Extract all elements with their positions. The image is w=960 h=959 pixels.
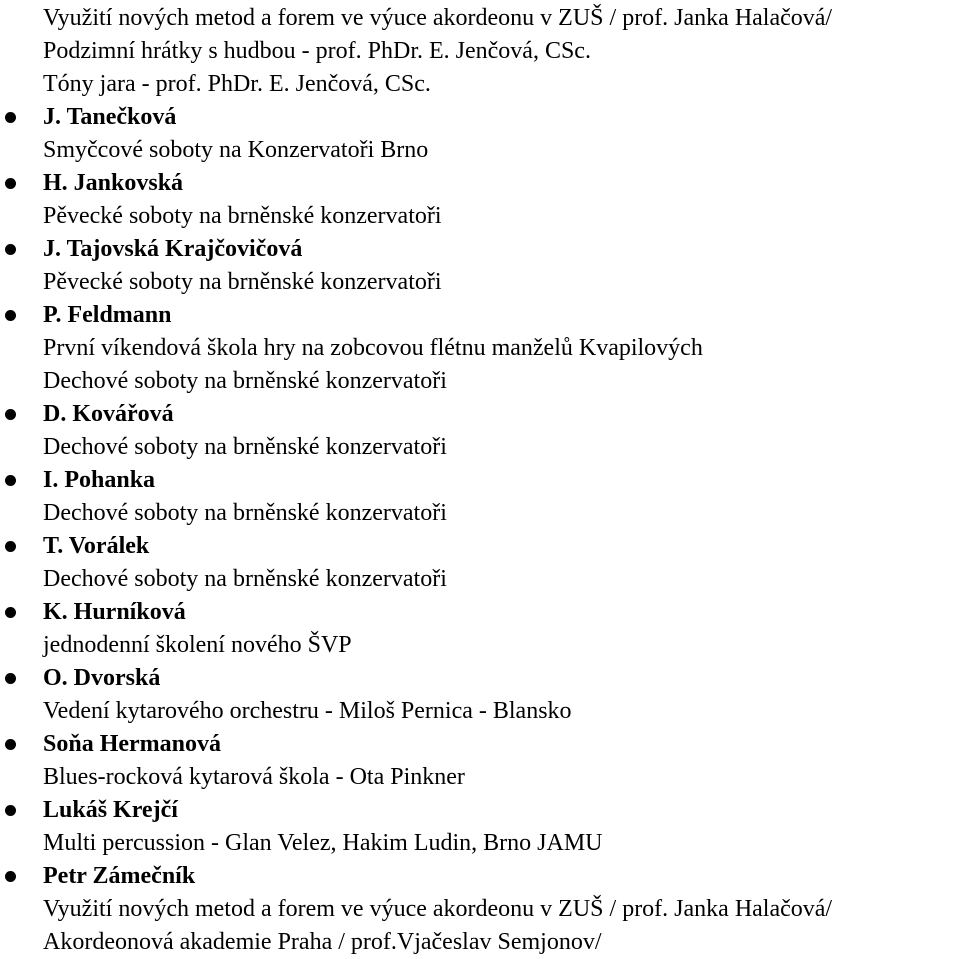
list-item-name: J. Tanečková — [0, 101, 960, 134]
bullet-icon — [5, 739, 16, 750]
bullet-icon — [5, 310, 16, 321]
list-item-name: P. Feldmann — [0, 299, 960, 332]
intro-line: Využití nových metod a forem ve výuce akordeonu v ZUŠ / prof. Janka Halačová/ — [43, 5, 833, 31]
list-item-name: Petr Zámečník — [0, 860, 960, 893]
bullet-icon — [5, 805, 16, 816]
intro-line: Tóny jara - prof. PhDr. E. Jenčová, CSc. — [43, 71, 431, 97]
list-item-detail: Akordeonová akademie Praha / prof.Vjačeslav Semjonov/ — [43, 929, 602, 955]
bullet-icon — [5, 409, 16, 420]
bullet-icon — [5, 607, 16, 618]
list-item-name: H. Jankovská — [0, 167, 960, 200]
list-item-detail: Blues-rocková kytarová škola - Ota Pinkner — [43, 764, 465, 790]
list-item-detail: Pěvecké soboty na brněnské konzervatoři — [43, 203, 442, 229]
list-item-name: Lukáš Krejčí — [0, 794, 960, 827]
bullet-icon — [5, 871, 16, 882]
list-item-name: J. Tajovská Krajčovičová — [0, 233, 960, 266]
bullet-icon — [5, 673, 16, 684]
list-item-detail: Smyčcové soboty na Konzervatoři Brno — [43, 137, 429, 163]
bullet-icon — [5, 541, 16, 552]
bullet-icon — [5, 244, 16, 255]
list-item-detail: Vedení kytarového orchestru - Miloš Pernica - Blansko — [43, 698, 572, 724]
list-item-name: T. Vorálek — [0, 530, 960, 563]
list-item-detail: První víkendová škola hry na zobcovou flétnu manželů Kvapilových — [43, 335, 703, 361]
intro-line: Podzimní hrátky s hudbou - prof. PhDr. E. Jenčová, CSc. — [43, 38, 591, 64]
bullet-icon — [5, 112, 16, 123]
bullet-icon — [5, 475, 16, 486]
list-item-detail: Dechové soboty na brněnské konzervatoři — [43, 434, 447, 460]
list-item-name: K. Hurníková — [0, 596, 960, 629]
list-item-name: I. Pohanka — [0, 464, 960, 497]
document-page — [0, 2, 960, 959]
list-item-name: D. Kovářová — [0, 398, 960, 431]
list-item-detail: jednodenní školení nového ŠVP — [43, 632, 352, 658]
list-item-detail: Dechové soboty na brněnské konzervatoři — [43, 368, 447, 394]
list-item-name: Soňa Hermanová — [0, 728, 960, 761]
list-item-detail: Dechové soboty na brněnské konzervatoři — [43, 500, 447, 526]
list-item-detail: Pěvecké soboty na brněnské konzervatoři — [43, 269, 442, 295]
list-item-detail: Multi percussion - Glan Velez, Hakim Ludin, Brno JAMU — [43, 830, 603, 856]
list-item-name: O. Dvorská — [0, 662, 960, 695]
list-item-detail: Využití nových metod a forem ve výuce akordeonu v ZUŠ / prof. Janka Halačová/ — [43, 896, 833, 922]
bullet-icon — [5, 178, 16, 189]
list-item-detail: Dechové soboty na brněnské konzervatoři — [43, 566, 447, 592]
